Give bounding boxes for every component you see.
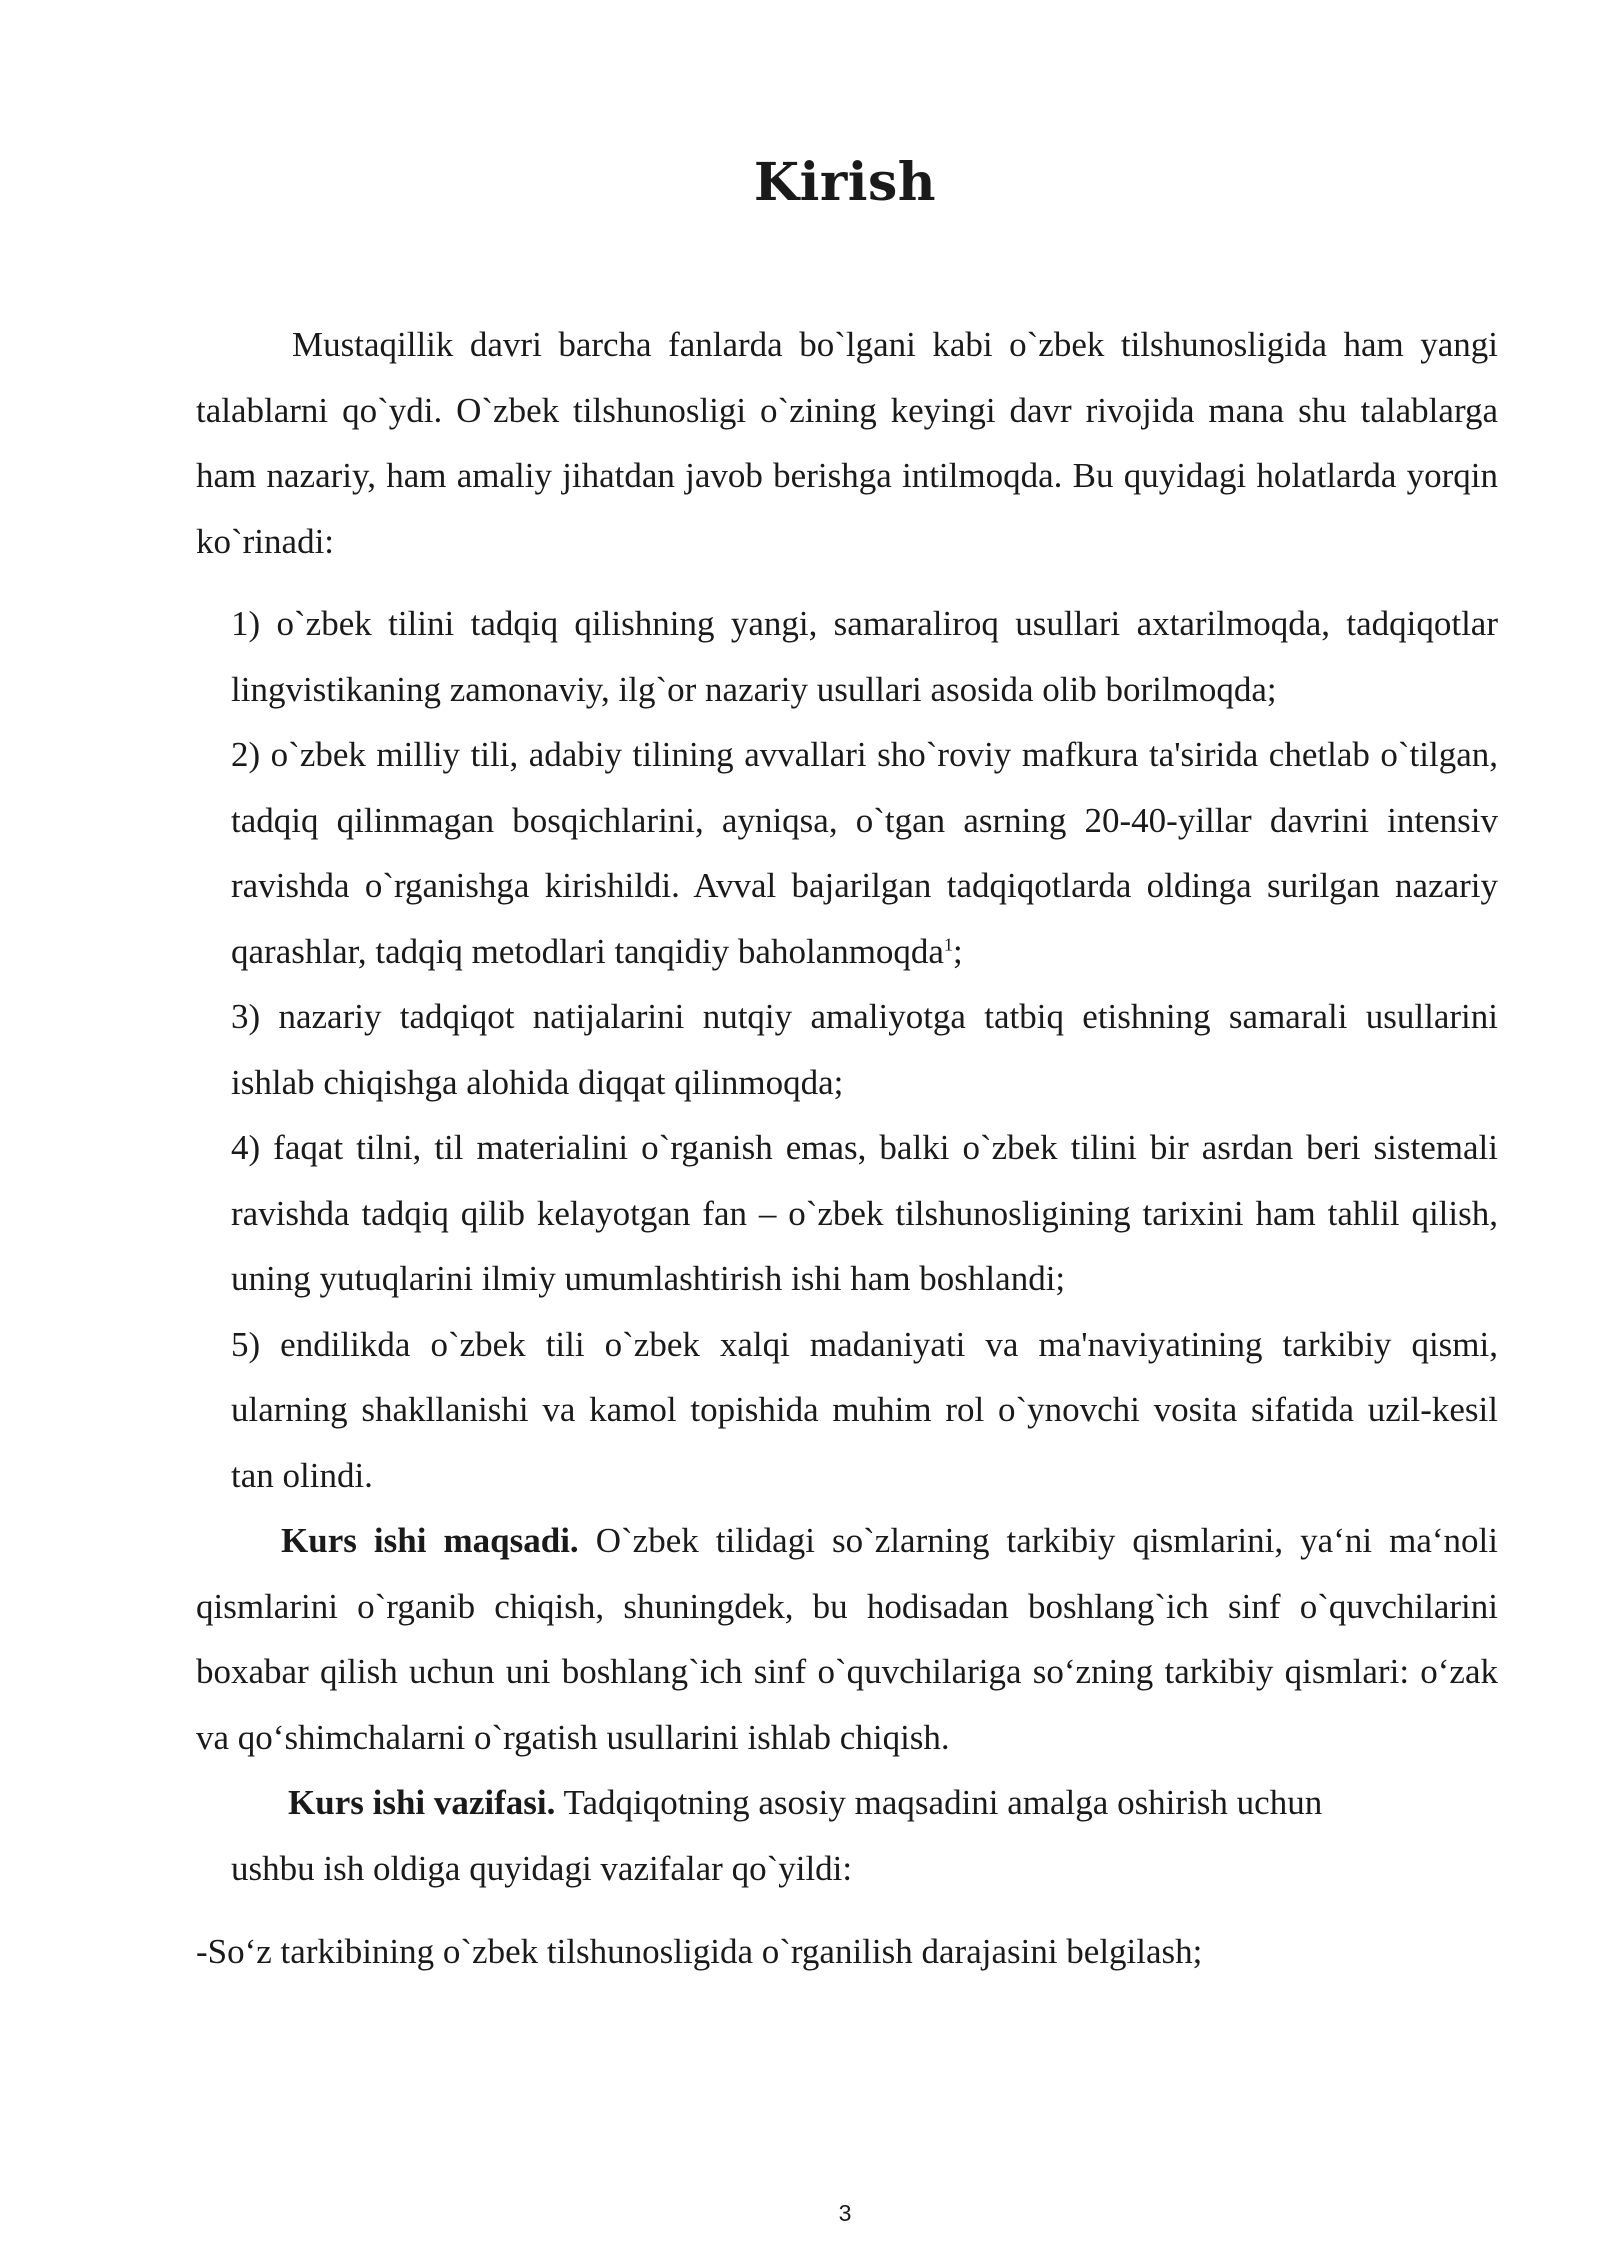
intro-paragraph: Mustaqillik davri barcha fanlarda bo`lgani kabi o`zbek tilshunosligida ham yangi talablarni qo`ydi. O`zbek tilshunosligi o`zining keyingi davr rivojida mana shu talablarga ham nazariy, ham amaliy jihatdan javob berishga intilmoqda. Bu quyidagi holatlarda yorqin ko`rinadi: — [196, 325, 1498, 561]
page-number: 3 — [838, 2200, 852, 2226]
list-item-tail: ; — [952, 931, 963, 971]
task-text: Tadqiqotning asosiy maqsadini amalga oshirish uchun — [555, 1783, 1323, 1822]
task-line-2: ushbu ish oldiga quyidagi vazifalar qo`yildi: — [231, 1848, 853, 1888]
list-item: 4) faqat tilni, til materialini o`rganish emas, balki o`zbek tilini bir asrdan beri sistemali ravishda tadqiq qilib kelayotgan fan – o`zbek tilshunosligining tarixini ham tahlil qilish, uning yutuqlarini ilmiy umumlashtirish ishi ham boshlandi; — [231, 1128, 1498, 1298]
list-item: 3) nazariy tadqiqot natijalarini nutqiy amaliyotga tatbiq etishning samarali usullarini ishlab chiqishga alohida diqqat qilinmoqda; — [231, 997, 1498, 1102]
task-paragraph — [196, 1770, 1498, 1901]
task-label: Kurs ishi vazifasi. — [288, 1783, 556, 1822]
list-item-text: 2) o`zbek milliy tili, adabiy tilining avvallari sho`roviy mafkura ta'sirida chetlab o`tilgan, tadqiq qilinmagan bosqichlarini, ayniqsa, o`tgan asrning 20-40-yillar davrini intensiv ravishda o`rganishga kirishildi. Avval bajarilgan tadqiqotlarda oldinga surilgan nazariy qarashlar, tadqiq metodlari tanqidiy baholanmoqda — [231, 735, 1498, 971]
numbered-list — [196, 591, 1498, 1508]
page-title: Kirish — [753, 152, 937, 213]
purpose-text: O`zbek tilidagi so`zlarning tarkibiy qismlarini, ya‘ni ma‘noli qismlarini o`rganib chiqish, shuningdek, bu hodisadan boshlang`ich sinf o`quvchilarini boxabar qilish uchun uni boshlang`ich sinf o`quvchilariga so‘zning tarkibiy qismlari: o‘zak va qo‘shimchalarni o`rgatish usullarini ishlab chiqish. — [196, 1521, 1498, 1757]
list-item — [231, 722, 1498, 984]
purpose-label: Kurs ishi maqsadi. — [281, 1521, 579, 1560]
list-item: 5) endilikda o`zbek tili o`zbek xalqi madaniyati va ma'naviyatining tarkibiy qismi, ularning shakllanishi va kamol topishida muhim rol o`ynovchi vosita sifatida uzil-kesil tan olindi. — [231, 1324, 1498, 1495]
task-item: -So‘z tarkibining o`zbek tilshunosligida o`rganilish darajasini belgilash; — [196, 1932, 1203, 1971]
task-line-1 — [231, 1770, 1498, 1836]
list-item: 1) o`zbek tilini tadqiq qilishning yangi, samaraliroq usullari axtarilmoqda, tadqiqotlar lingvistikaning zamonaviy, ilg`or nazariy usullari asosida olib borilmoqda; — [231, 604, 1498, 709]
body-text — [196, 312, 1498, 1985]
footnote-mark: 1 — [943, 933, 953, 954]
purpose-paragraph — [196, 1508, 1498, 1770]
